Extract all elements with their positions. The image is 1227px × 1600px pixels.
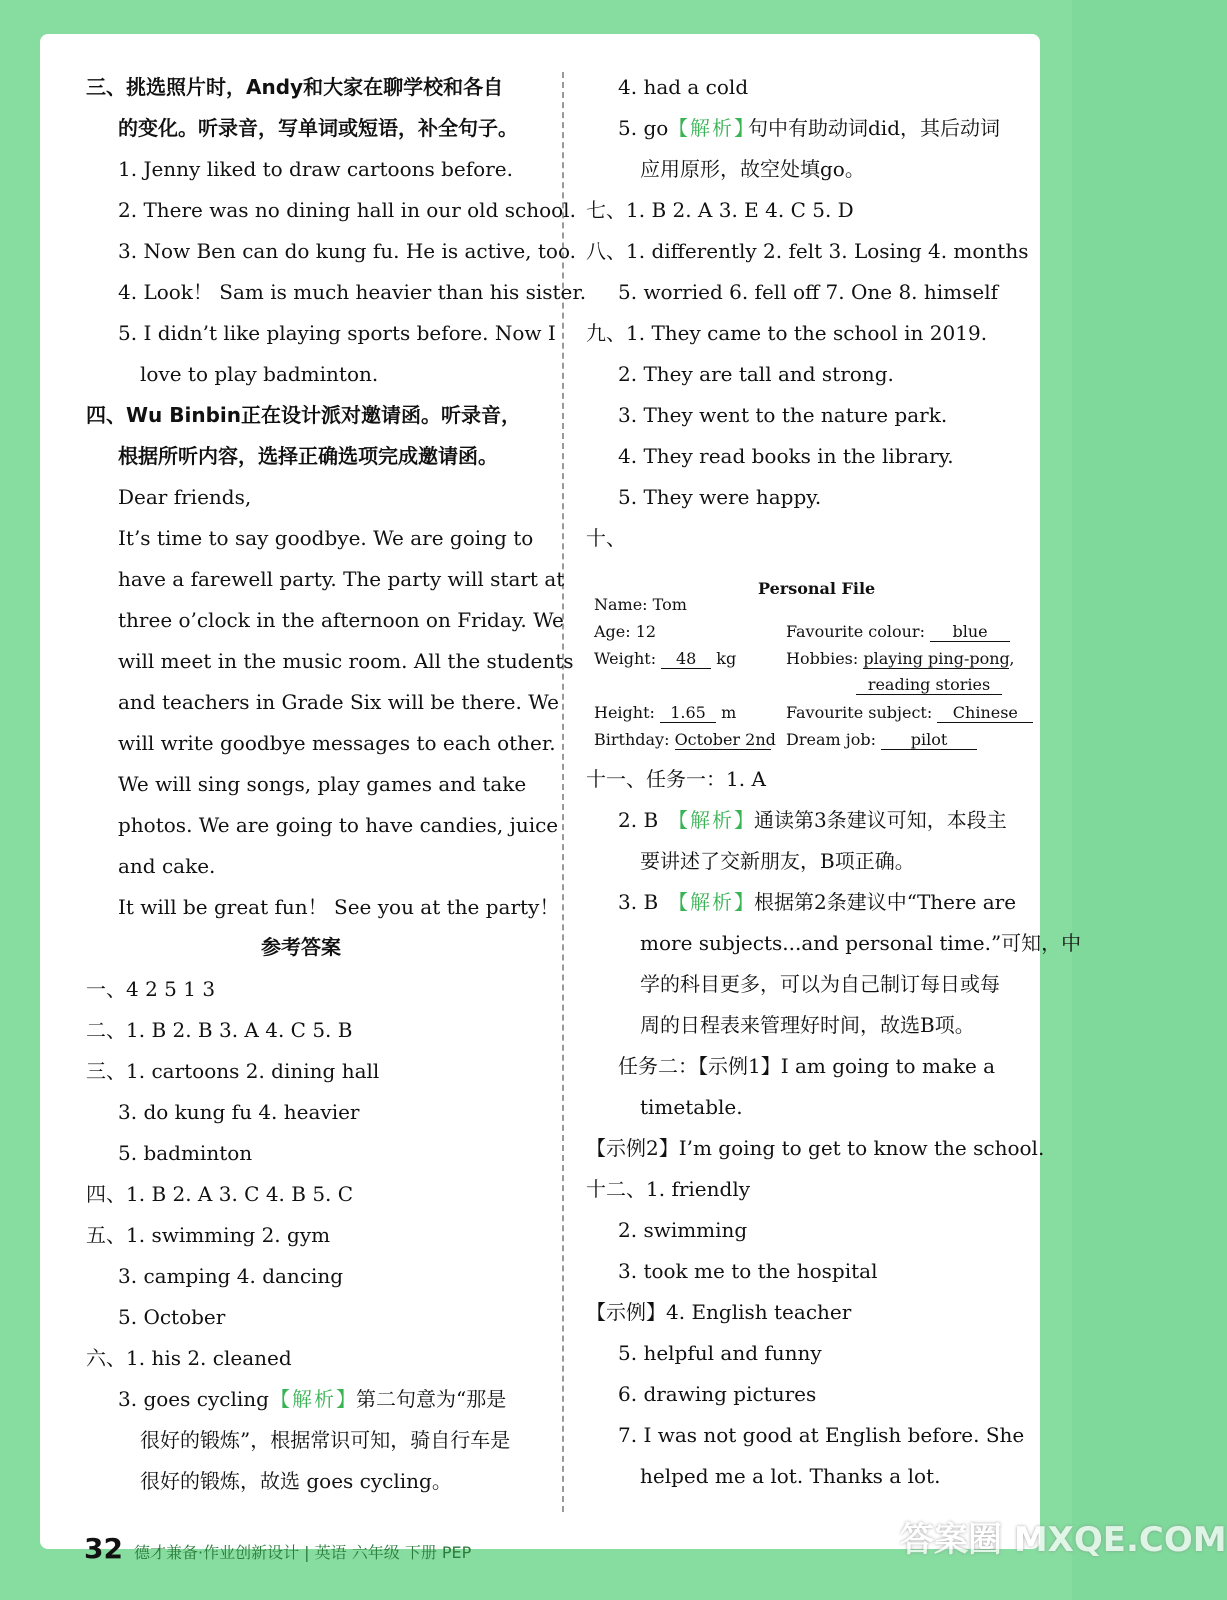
pf-job: Dream job: pilot [786,730,977,750]
ans-12-7b: helped me a lot. Thanks a lot. [640,1464,941,1488]
pf-subject-value: Chinese [937,703,1033,723]
pf-colour-value: blue [930,622,1010,642]
ans-9-4: 4. They read books in the library. [618,444,954,468]
ans-12-5: 5. helpful and funny [618,1341,822,1365]
ans-10: 十、 [586,526,626,550]
section-3-heading-2: 的变化。听录音，写单词或短语，补全句子。 [118,116,518,140]
ans-9-5: 5. They were happy. [618,485,822,509]
letter-line-10: It will be great fun！ See you at the party！ [118,895,560,919]
ans-4: 四、1. B 2. A 3. C 4. B 5. C [86,1182,354,1206]
ans-3c: 5. badminton [118,1141,253,1165]
ans-3: 三、1. cartoons 2. dining hall [86,1059,380,1083]
letter-line-9: and cake. [118,854,216,878]
ans-12-4: 【示例】4. English teacher [586,1300,852,1324]
ans-6-3-note-3: 很好的锻炼，故选 goes cycling。 [140,1469,452,1493]
ans-11-2-note-1: 通读第3条建议可知，本段主 [754,808,1007,832]
ans-11: 十一、任务一：1. A [586,767,766,791]
ans-9-2: 2. They are tall and strong. [618,362,894,386]
task-2-example-2: 【示例2】I’m going to get to know the school. [586,1136,1045,1160]
ans-11-2-note-2: 要讲述了交新朋友，B项正确。 [640,849,915,873]
ans-3b: 3. do kung fu 4. heavier [118,1100,360,1124]
letter-line-1: It’s time to say goodbye. We are going to [118,526,534,550]
pf-height: Height: 1.65 m [594,703,737,722]
letter-line-2: have a farewell party. The party will start at [118,567,565,591]
pf-height-value: 1.65 [660,703,716,723]
s3-line-2: 2. There was no dining hall in our old school. [118,198,576,222]
page-number: 32 [84,1532,123,1565]
ans-11-3-note-3: 学的科目更多，可以为自己制订每日或每 [640,972,1000,996]
analysis-tag: 【解析】 [270,1387,358,1411]
ans-11-3-note-4: 周的日程表来管理好时间，故选B项。 [640,1013,975,1037]
section-4-heading-1: 四、Wu Binbin正在设计派对邀请函。听录音， [86,403,522,427]
ans-6-5: 5. go [618,116,669,140]
answer-key-title: 参考答案 [261,935,341,959]
ans-5: 五、1. swimming 2. gym [86,1223,331,1247]
ans-11-3-note-1: 根据第2条建议中“There are [754,890,1017,914]
pf-hobbies-value-2: reading stories [856,675,1002,695]
s3-line-5b: love to play badminton. [140,362,379,386]
ans-8: 八、1. differently 2. felt 3. Losing 4. months [586,239,1029,263]
letter-line-3: three o’clock in the afternoon on Friday. We [118,608,564,632]
pf-hobbies: Hobbies: playing ping-pong, [786,649,1015,668]
s3-line-5: 5. I didn’t like playing sports before. Now I [118,321,556,345]
pf-name: Name: Tom [594,595,687,614]
letter-line-5: and teachers in Grade Six will be there. We [118,690,559,714]
s3-line-1: 1. Jenny liked to draw cartoons before. [118,157,513,181]
personal-file [594,575,1034,765]
pf-weight-value: 48 [661,649,711,669]
ans-9-3: 3. They went to the nature park. [618,403,948,427]
pf-job-value: pilot [881,730,977,750]
ans-12-7: 7. I was not good at English before. She [618,1423,1025,1447]
ans-9: 九、1. They came to the school in 2019. [586,321,988,345]
pf-subject: Favourite subject: Chinese [786,703,1033,723]
personal-file-title: Personal File [758,579,876,598]
watermark: 答案圈 MXQE.COM [900,1520,1227,1560]
ans-2: 二、1. B 2. B 3. A 4. C 5. B [86,1018,353,1042]
task-2-line-1: 任务二：【示例1】I am going to make a [618,1054,996,1078]
letter-line-7: We will sing songs, play games and take [118,772,527,796]
ans-5c: 5. October [118,1305,226,1329]
pf-hobbies-2 [856,675,1002,695]
ans-11-3-note-2: more subjects...and personal time.”可知，中 [640,931,1082,955]
ans-12: 十二、1. friendly [586,1177,751,1201]
pf-birthday-value: October 2nd [674,730,776,749]
ans-6-4: 4. had a cold [618,75,749,99]
letter-greeting: Dear friends, [118,485,252,509]
s3-line-4: 4. Look！ Sam is much heavier than his sister. [118,280,587,304]
task-2-line-2: timetable. [640,1095,743,1119]
ans-5b: 3. camping 4. dancing [118,1264,344,1288]
ans-12-3: 3. took me to the hospital [618,1259,878,1283]
pf-hobbies-value-1: playing ping-pong [863,649,1010,668]
letter-line-6: will write goodbye messages to each other. [118,731,556,755]
analysis-tag: 【解析】 [668,116,756,140]
section-4-heading-2: 根据所听内容，选择正确选项完成邀请函。 [118,444,498,468]
ans-6-3-note-1: 第二句意为“那是 [356,1387,507,1411]
s3-line-3: 3. Now Ben can do kung fu. He is active, too. [118,239,577,263]
analysis-tag: 【解析】 [668,890,756,914]
ans-6-5-note-2: 应用原形，故空处填go。 [640,157,865,181]
ans-7: 七、1. B 2. A 3. E 4. C 5. D [586,198,854,222]
pf-colour: Favourite colour: blue [786,622,1010,642]
ans-8b: 5. worried 6. fell off 7. One 8. himself [618,280,999,304]
ans-6-3: 3. goes cycling [118,1387,269,1411]
ans-12-2: 2. swimming [618,1218,748,1242]
pf-birthday: Birthday: October 2nd [594,730,776,749]
ans-11-3: 3. B [618,890,659,914]
ans-12-6: 6. drawing pictures [618,1382,817,1406]
ans-1: 一、4 2 5 1 3 [86,977,216,1001]
section-3-heading-1: 三、挑选照片时，Andy和大家在聊学校和各自 [86,75,504,99]
letter-line-4: will meet in the music room. All the students [118,649,574,673]
ans-6: 六、1. his 2. cleaned [86,1346,292,1370]
analysis-tag: 【解析】 [668,808,756,832]
ans-6-5-note-1: 句中有助动词did，其后动词 [748,116,1001,140]
ans-11-2: 2. B [618,808,659,832]
letter-line-8: photos. We are going to have candies, juice [118,813,559,837]
pf-weight: Weight: 48 kg [594,649,737,668]
footer-text: 德才兼备·作业创新设计 | 英语 六年级 下册 PEP [134,1543,472,1562]
pf-age: Age: 12 [594,622,657,641]
ans-6-3-note-2: 很好的锻炼”，根据常识可知，骑自行车是 [140,1428,511,1452]
